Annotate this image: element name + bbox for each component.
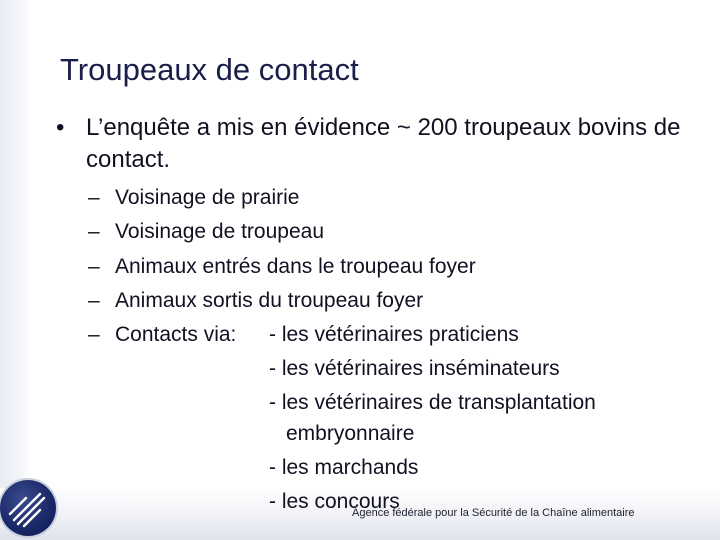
left-decor-band — [0, 0, 30, 540]
sub-marker: – — [88, 255, 100, 278]
main-bullet-text: L’enquête a mis en évidence ~ 200 troupeaux bovins de contact. — [86, 114, 681, 173]
sub-marker: – — [88, 186, 100, 209]
sub-item-text: Animaux entrés dans le troupeau foyer — [115, 255, 476, 278]
slide-title: Troupeaux de contact — [60, 52, 359, 87]
bullet-marker: • — [56, 114, 65, 141]
sub-item-text: Voisinage de troupeau — [115, 220, 325, 243]
sub-marker: – — [88, 220, 100, 243]
agency-logo-icon — [0, 480, 56, 536]
sub-marker: – — [88, 289, 100, 312]
contact-line: - les marchands — [269, 456, 419, 479]
contact-line: embryonnaire — [286, 422, 415, 445]
footer-agency-name: Agence fédérale pour la Sécurité de la Chaîne alimentaire — [352, 507, 635, 519]
contact-line: - les vétérinaires praticiens — [269, 323, 519, 346]
contact-line: - les concours — [269, 490, 400, 513]
sub-marker: – — [88, 323, 100, 346]
sub-item-text: Voisinage de prairie — [115, 186, 300, 209]
sub-item-text: Animaux sortis du troupeau foyer — [115, 289, 424, 312]
contact-line: - les vétérinaires inséminateurs — [269, 357, 560, 380]
sub-item-text: Contacts via: — [115, 323, 237, 346]
contact-line: - les vétérinaires de transplantation — [269, 391, 596, 414]
